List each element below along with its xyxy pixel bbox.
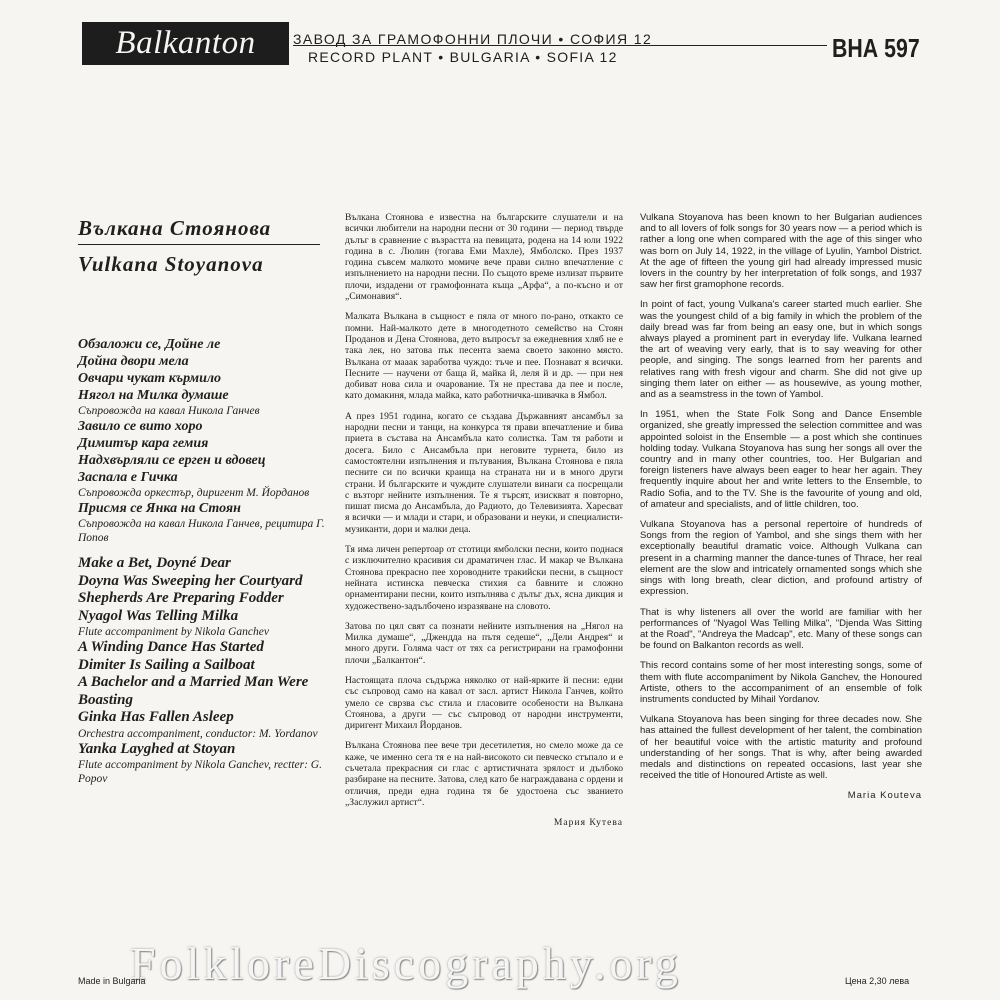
artist-name-bulgarian: Вълкана Стоянова <box>78 216 272 240</box>
artist-name-english: Vulkana Stoyanova <box>78 252 264 276</box>
track-item <box>78 370 328 387</box>
track-item <box>78 608 328 640</box>
track-title: Ginka Has Fallen Asleep <box>78 709 234 725</box>
notes-signature: Maria Kouteva <box>847 790 922 802</box>
track-item <box>78 387 328 418</box>
made-in-label: Made in Bulgaria <box>78 976 146 986</box>
track-title: Присмя се Янка на Стоян <box>78 501 241 516</box>
notes-paragraph: Тя има личен репертоар от стотици ямболски песни, които поднася с изключително красивия си драматичен глас. И макар че Вълкана Стоянова прекрасно пее хороводните тракийски песни, в същност нейната истинска певческа стихия са бавните и сложно орнаментирани песни, които изпълнява с дълъг дъх, ясна дикция и художествено-задълбочено изразяване на словото. <box>345 544 623 612</box>
notes-paragraph: This record contains some of her most interesting songs, some of them with flute accompaniment by Nikola Ganchev, the Honoured Artiste, others to the accompaniment of an ensemble of folk instruments conducted by Mihail Yordanov. <box>640 660 922 705</box>
header-divider <box>293 45 827 46</box>
track-item <box>78 709 328 741</box>
track-item <box>78 336 328 353</box>
notes-paragraph: That is why listeners all over the world are familiar with her performances of "Nyagol Was Telling Milka", "Djenda Was Sitting at the Road", "Andreya the Madcap", etc. Many of these songs can be found on Balkanton records as well. <box>640 606 922 652</box>
liner-notes-english <box>640 212 922 811</box>
track-item <box>78 639 328 657</box>
watermark: FolkloreDiscography.org <box>130 938 682 989</box>
track-item <box>78 741 328 787</box>
track-title: Dimiter Is Sailing a Sailboat <box>78 656 255 673</box>
track-item <box>78 590 328 608</box>
artist-divider <box>78 244 320 245</box>
track-title: Дойна двори мела <box>78 354 189 369</box>
notes-signature: Мария Кутева <box>553 817 623 829</box>
notes-paragraph: Vulkana Stoyanova has a personal repertoire of hundreds of Songs from the region of Yambol, and she sings them with her exceptionally beautiful dramatic voice. Although Vulkana can present in a charming manner the dance-tunes of Thrace, her real element are the slow and intricately ornamented songs which she sings with long breath, clear diction, and profound artistry of expression. <box>640 519 922 598</box>
track-title: Заспала е Гичка <box>78 470 178 485</box>
notes-paragraph: In 1951, when the State Folk Song and Dance Ensemble organized, she greatly impressed the selection committee and was appointed soloist in the Ensemble — a post which she continues holding today. Vulkana Stoyanova has sung her songs all over the country and in many other countries, too. Her Bulgarian and foreign listeners have always been eager to hear her again. They frequently inquire about her and write letters to the Ensemble, to Radio Sofia, and to the TV. She is the favourite of young and old, of amateur and specialists, and of little children, too. <box>640 409 922 510</box>
track-item <box>78 469 328 500</box>
notes-paragraph: Vulkana Stoyanova has been singing for three decades now. She has attained the fullest development of her talent, the combination of her beautiful voice with the artistic maturity and profound understanding of her songs. That is why, after being awarded medals and distinctions on repeated occasions, last year she received the title of Honoured Artiste as well. <box>640 714 922 782</box>
track-item <box>78 418 328 435</box>
track-item <box>78 573 328 591</box>
track-title: Нягол на Милка думаше <box>78 388 229 403</box>
track-credit: Flute accompaniment by Nikola Ganchev, rectter: G. Popov <box>78 759 322 785</box>
liner-notes-bulgarian <box>345 212 623 838</box>
notes-paragraph: Вълкана Стоянова пее вече три десетилетия, но смело може да се каже, че именно сега тя е на най-високото си певческо стъпало и е съчетала прекрасния си глас с артистичната зрялост и дълбоко разбиране на песните. Затова, след като бе награждавана с ордени и отличия, преди една година тя бе удостоена със званието „Заслужил артист“. <box>345 740 623 808</box>
track-title: A Winding Dance Has Started <box>78 639 264 655</box>
notes-paragraph: Затова по цял свят са познати нейните изпълнения на „Нягол на Милка думаше“, „Джендда на пътя седеше“, „Дели Андрея“ и много други. Голяма част от тях са регистрирани на грамофонни плочи „Балкантон“. <box>345 620 623 666</box>
track-credit: Orchestra accompaniment, conductor: M. Yordanov <box>78 727 318 740</box>
notes-paragraph: Малката Вълкана в същност е пяла от много по-рано, откакто се помни. Най-малкото дете в многодетното семейство на Стоян Проданов и Дена Стоянова, дето въпросът за ежедневния хляб не е така лек, но затова пък песента заема своето законно място. Вълкана от мааак заработва чуждо: тъче и пее. Познават я всички. Песните — научени от баща й, майка й, леля й и др. — при нея добиват нова сила и очарование. Тя не престава да пее и после, като домакиня, млада майка, като работничка-шивачка в Ямбол. <box>345 311 623 402</box>
track-item <box>78 353 328 370</box>
notes-paragraph: Vulkana Stoyanova has been known to her Bulgarian audiences and to all lovers of folk songs for 30 years now — a period which is rather a long one when compared with the age of this singer who was born on July 14, 1922, in the village of Lyulin, Yambol District. At the age of fifteen the young girl had already impressed music lovers in the country by her interpretation of folk songs, and 1937 saw her first gramophone records. <box>640 212 922 291</box>
track-title: A Bachelor and a Married Man Were Boasting <box>78 674 309 708</box>
record-plant-english: RECORD PLANT • BULGARIA • SOFIA 12 <box>308 49 618 65</box>
track-title: Nyagol Was Telling Milka <box>78 607 239 624</box>
track-item <box>78 452 328 469</box>
track-title: Надхвърляли се ерген и вдовец <box>78 453 266 468</box>
track-title: Doyna Was Sweeping her Courtyard <box>78 572 303 589</box>
track-title: Shepherds Are Preparing Fodder <box>78 590 284 606</box>
track-item <box>78 555 328 573</box>
track-title: Make a Bet, Doyné Dear <box>78 555 231 571</box>
record-plant-bulgarian: ЗАВОД ЗА ГРАМОФОННИ ПЛОЧИ • СОФИЯ 12 <box>293 31 653 47</box>
notes-paragraph: А през 1951 година, когато се създава Държавният ансамбъл за народни песни и танци, на конкурса тя прави впечатление и бива приета в състава на Ансамбъла като солистка. Там тя работи и досега. Било с Ансамбъла при неговите турнета, било из самостоятелни изпълнения и пътувания, Вълкана Стоянова е пяла песните си по всички краища на страната ни и в много други страни. И българските и чуждите слушатели винаги са посрещали с възторг нейните изпълнения. Те я търсят, изискват я повторно, пишат писма до Ансамбъла, до Радиото, до Телевизията. Харесват я всички — и млади и стари, и образовани и неуки, и специалисти-музиканти, дори и малки деца. <box>345 410 623 535</box>
track-title: Завило се вито хоро <box>78 419 203 434</box>
track-title: Димитър кара гемия <box>78 436 209 451</box>
track-credit: Flute accompaniment by Nikola Ganchev <box>78 626 269 638</box>
track-item <box>78 674 328 709</box>
notes-paragraph: Настоящата плоча съдържа няколко от най-ярките й песни: едни със съпровод само на кавал от засл. артист Никола Ганчев, който умело се сврзва със стила и гласовите особености на Вълкана Стоянова, а други — със съпровод от народни инструменти, диригент Михаил Йорданов. <box>345 674 623 732</box>
tracklist-bulgarian <box>78 336 328 545</box>
price-label: Цена 2,30 лева <box>845 976 910 986</box>
track-credit: Съпровожда на кавал Никола Ганчев <box>78 405 260 417</box>
track-credit: Съпровожда оркестър, диригент М. Йорданов <box>78 487 310 499</box>
track-title: Yanka Layghed at Stoyan <box>78 740 236 757</box>
track-title: Овчари чукат кърмило <box>78 371 222 386</box>
notes-paragraph: In point of fact, young Vulkana's career started much earlier. She was the youngest child of a big family in which the problem of the daily bread was far from being an easy one, but in which songs always played a prominent part in everyday life. Vulkana learned the art of weaving very early, that is to say weaving for other people, and singing. The songs learned from her parents and relatives rang with fresh vigour and charm. She did not give up singing them later on either — as housewive, as young mother, and as a seamstress in the town of Yambol. <box>640 299 922 401</box>
tracklist-english <box>78 555 328 786</box>
track-credit: Съпровожда на кавал Никола Ганчев, рецитира Г. Попов <box>78 518 325 544</box>
balkanton-logo: Balkanton <box>82 22 289 65</box>
track-item <box>78 657 328 675</box>
notes-paragraph: Вълкана Стоянова е известна на българските слушатели и на всички любители на народни песни от 30 години — период твърде дълъг в сравнение с възрастта на певицата, родена на 14 юли 1922 година в с. Люлин (тогава Еми Махле), Ямболско. През 1937 година съвсем малкото момиче вече прави силно впечатление с изпълнението на народни песни. По същото време излизат първите плочи, издадени от грамофонната къща „Арфа“, а по-късно и от „Симонавия“. <box>345 212 623 303</box>
track-title: Обзаложи се, Дойне ле <box>78 337 221 352</box>
catalog-number: ВНА 597 <box>832 33 920 63</box>
track-item <box>78 500 328 545</box>
track-item <box>78 435 328 452</box>
